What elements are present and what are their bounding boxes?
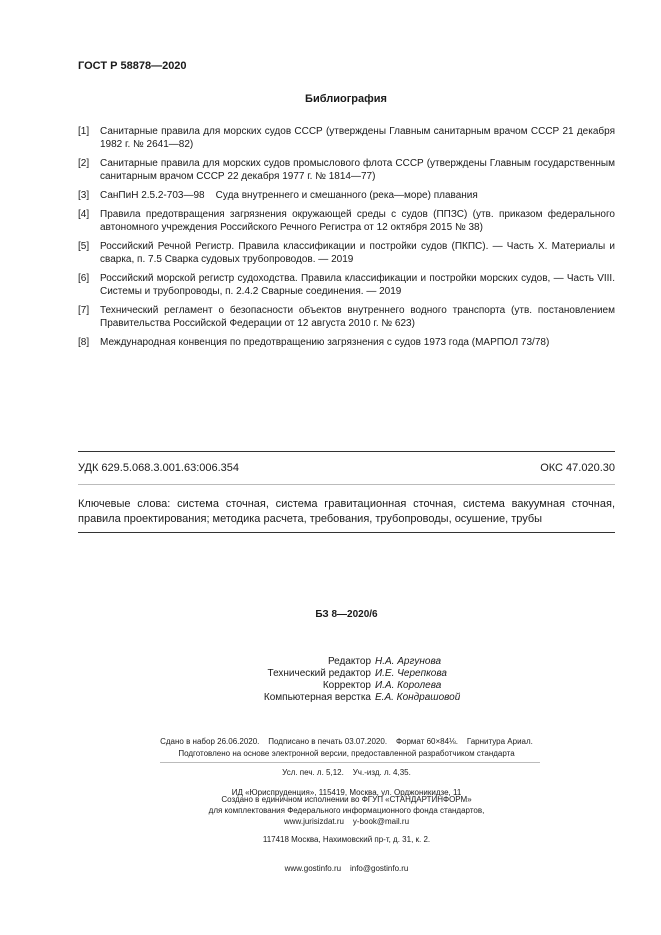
udk-code: УДК 629.5.068.3.001.63:006.354	[78, 462, 240, 474]
created-line-1: Создано в единичном исполнении во ФГУП «СТАНДАРТИНФОРМ»	[221, 795, 472, 804]
credit-person: Н.А. Аргунова	[375, 656, 442, 667]
created-info	[78, 795, 615, 815]
bibliography-entry	[78, 272, 615, 298]
print-line-1: Сдано в набор 26.06.2020. Подписано в печать 03.07.2020. Формат 60×84⅛. Гарнитура Ариал.	[160, 737, 533, 746]
keywords: Ключевые слова: система сточная, система гравитационная сточная, система вакуумная сточная, правила проектирования; методика расчета, требования, трубопроводы, осушение, трубы	[78, 498, 615, 525]
credit-person: Е.А. Кондрашовой	[375, 692, 461, 703]
standard-code: ГОСТ Р 58878—2020	[78, 60, 187, 72]
credits-block	[78, 656, 615, 704]
credit-person: И.А. Королева	[375, 680, 442, 691]
address: 117418 Москва, Нахимовский пр-т, д. 31, к. 2.	[262, 835, 431, 844]
bibliography-entry	[78, 336, 615, 349]
credit-row	[78, 656, 615, 668]
credit-role: Корректор	[322, 680, 371, 691]
credit-role: Компьютерная верстка	[263, 692, 371, 703]
bibliography-list	[78, 125, 615, 355]
created-line-2: для комплектования Федерального информационного фонда стандартов,	[208, 806, 485, 815]
entry-number: [1]	[78, 126, 90, 137]
divider-top	[78, 451, 615, 452]
publisher-line-2: www.jurisizdat.ru y-book@mail.ru	[283, 817, 410, 826]
bz-number: БЗ 8—2020/6	[315, 609, 378, 620]
print-line-2: Усл. печ. л. 5,12. Уч.-изд. л. 4,35.	[282, 768, 411, 777]
divider-bottom	[78, 532, 615, 533]
entry-number: [4]	[78, 209, 90, 220]
web-contacts: www.gostinfo.ru info@gostinfo.ru	[284, 864, 409, 873]
entry-number: [5]	[78, 241, 90, 252]
entry-text: Правила предотвращения загрязнения окружающей среды с судов (ППЗС) (утв. приказом федерального автономного учреждения Российского Речного Регистра от 12 октября 2015 № 38)	[100, 209, 615, 233]
entry-number: [3]	[78, 190, 90, 201]
credit-role: Технический редактор	[267, 668, 371, 679]
divider-middle	[78, 484, 615, 485]
credit-role: Редактор	[327, 656, 371, 667]
contact-info	[78, 817, 615, 882]
bibliography-entry	[78, 240, 615, 266]
entry-text: Международная конвенция по предотвращению загрязнения с судов 1973 года (МАРПОЛ 73/78)	[100, 337, 550, 348]
entry-number: [6]	[78, 273, 90, 284]
entry-text: Санитарные правила для морских судов СССР (утверждены Главным санитарным врачом СССР 21 декабря 1982 г. № 2641—82)	[100, 126, 615, 150]
credit-row	[78, 680, 615, 692]
entry-text: СанПиН 2.5.2-703—98 Суда внутреннего и смешанного (река—море) плавания	[100, 190, 478, 201]
bibliography-entry	[78, 189, 615, 202]
publisher-line-1: ИД «Юриспруденция», 115419, Москва, ул. Орджоникидзе, 11	[231, 788, 462, 797]
bibliography-entry	[78, 208, 615, 234]
bibliography-entry	[78, 304, 615, 330]
divider-imprint	[160, 762, 540, 763]
prepared-note: Подготовлено на основе электронной версии, предоставленной разработчиком стандарта	[178, 749, 515, 758]
entry-text: Санитарные правила для морских судов промыслового флота СССР (утверждены Главным государственным санитарным врачом СССР 22 декабря 1977 г. № 1814—77)	[100, 158, 615, 182]
oks-code: ОКС 47.020.30	[540, 462, 615, 474]
credit-row	[78, 668, 615, 680]
entry-text: Российский морской регистр судоходства. Правила классификации и постройки морских судов, — Часть VIII. Системы и трубопроводы, п. 2.4.2 Сварные соединения. — 2019	[100, 273, 615, 297]
entry-number: [7]	[78, 305, 90, 316]
credit-person: И.Е. Черепкова	[375, 668, 447, 679]
bibliography-entry	[78, 157, 615, 183]
entry-text: Российский Речной Регистр. Правила классификации и постройки судов (ПКПС). — Часть X. Материалы и сварка, п. 7.5 Сварка судовых трубопроводов. — 2019	[100, 241, 615, 265]
bibliography-title: Библиография	[305, 93, 387, 105]
entry-number: [2]	[78, 158, 90, 169]
bibliography-entry	[78, 125, 615, 151]
entry-text: Технический регламент о безопасности объектов внутреннего водного транспорта (утв. постановлением Правительства Российской Федерации от 12 августа 2010 г. № 623)	[100, 305, 615, 329]
credit-row	[78, 692, 615, 704]
entry-number: [8]	[78, 337, 90, 348]
